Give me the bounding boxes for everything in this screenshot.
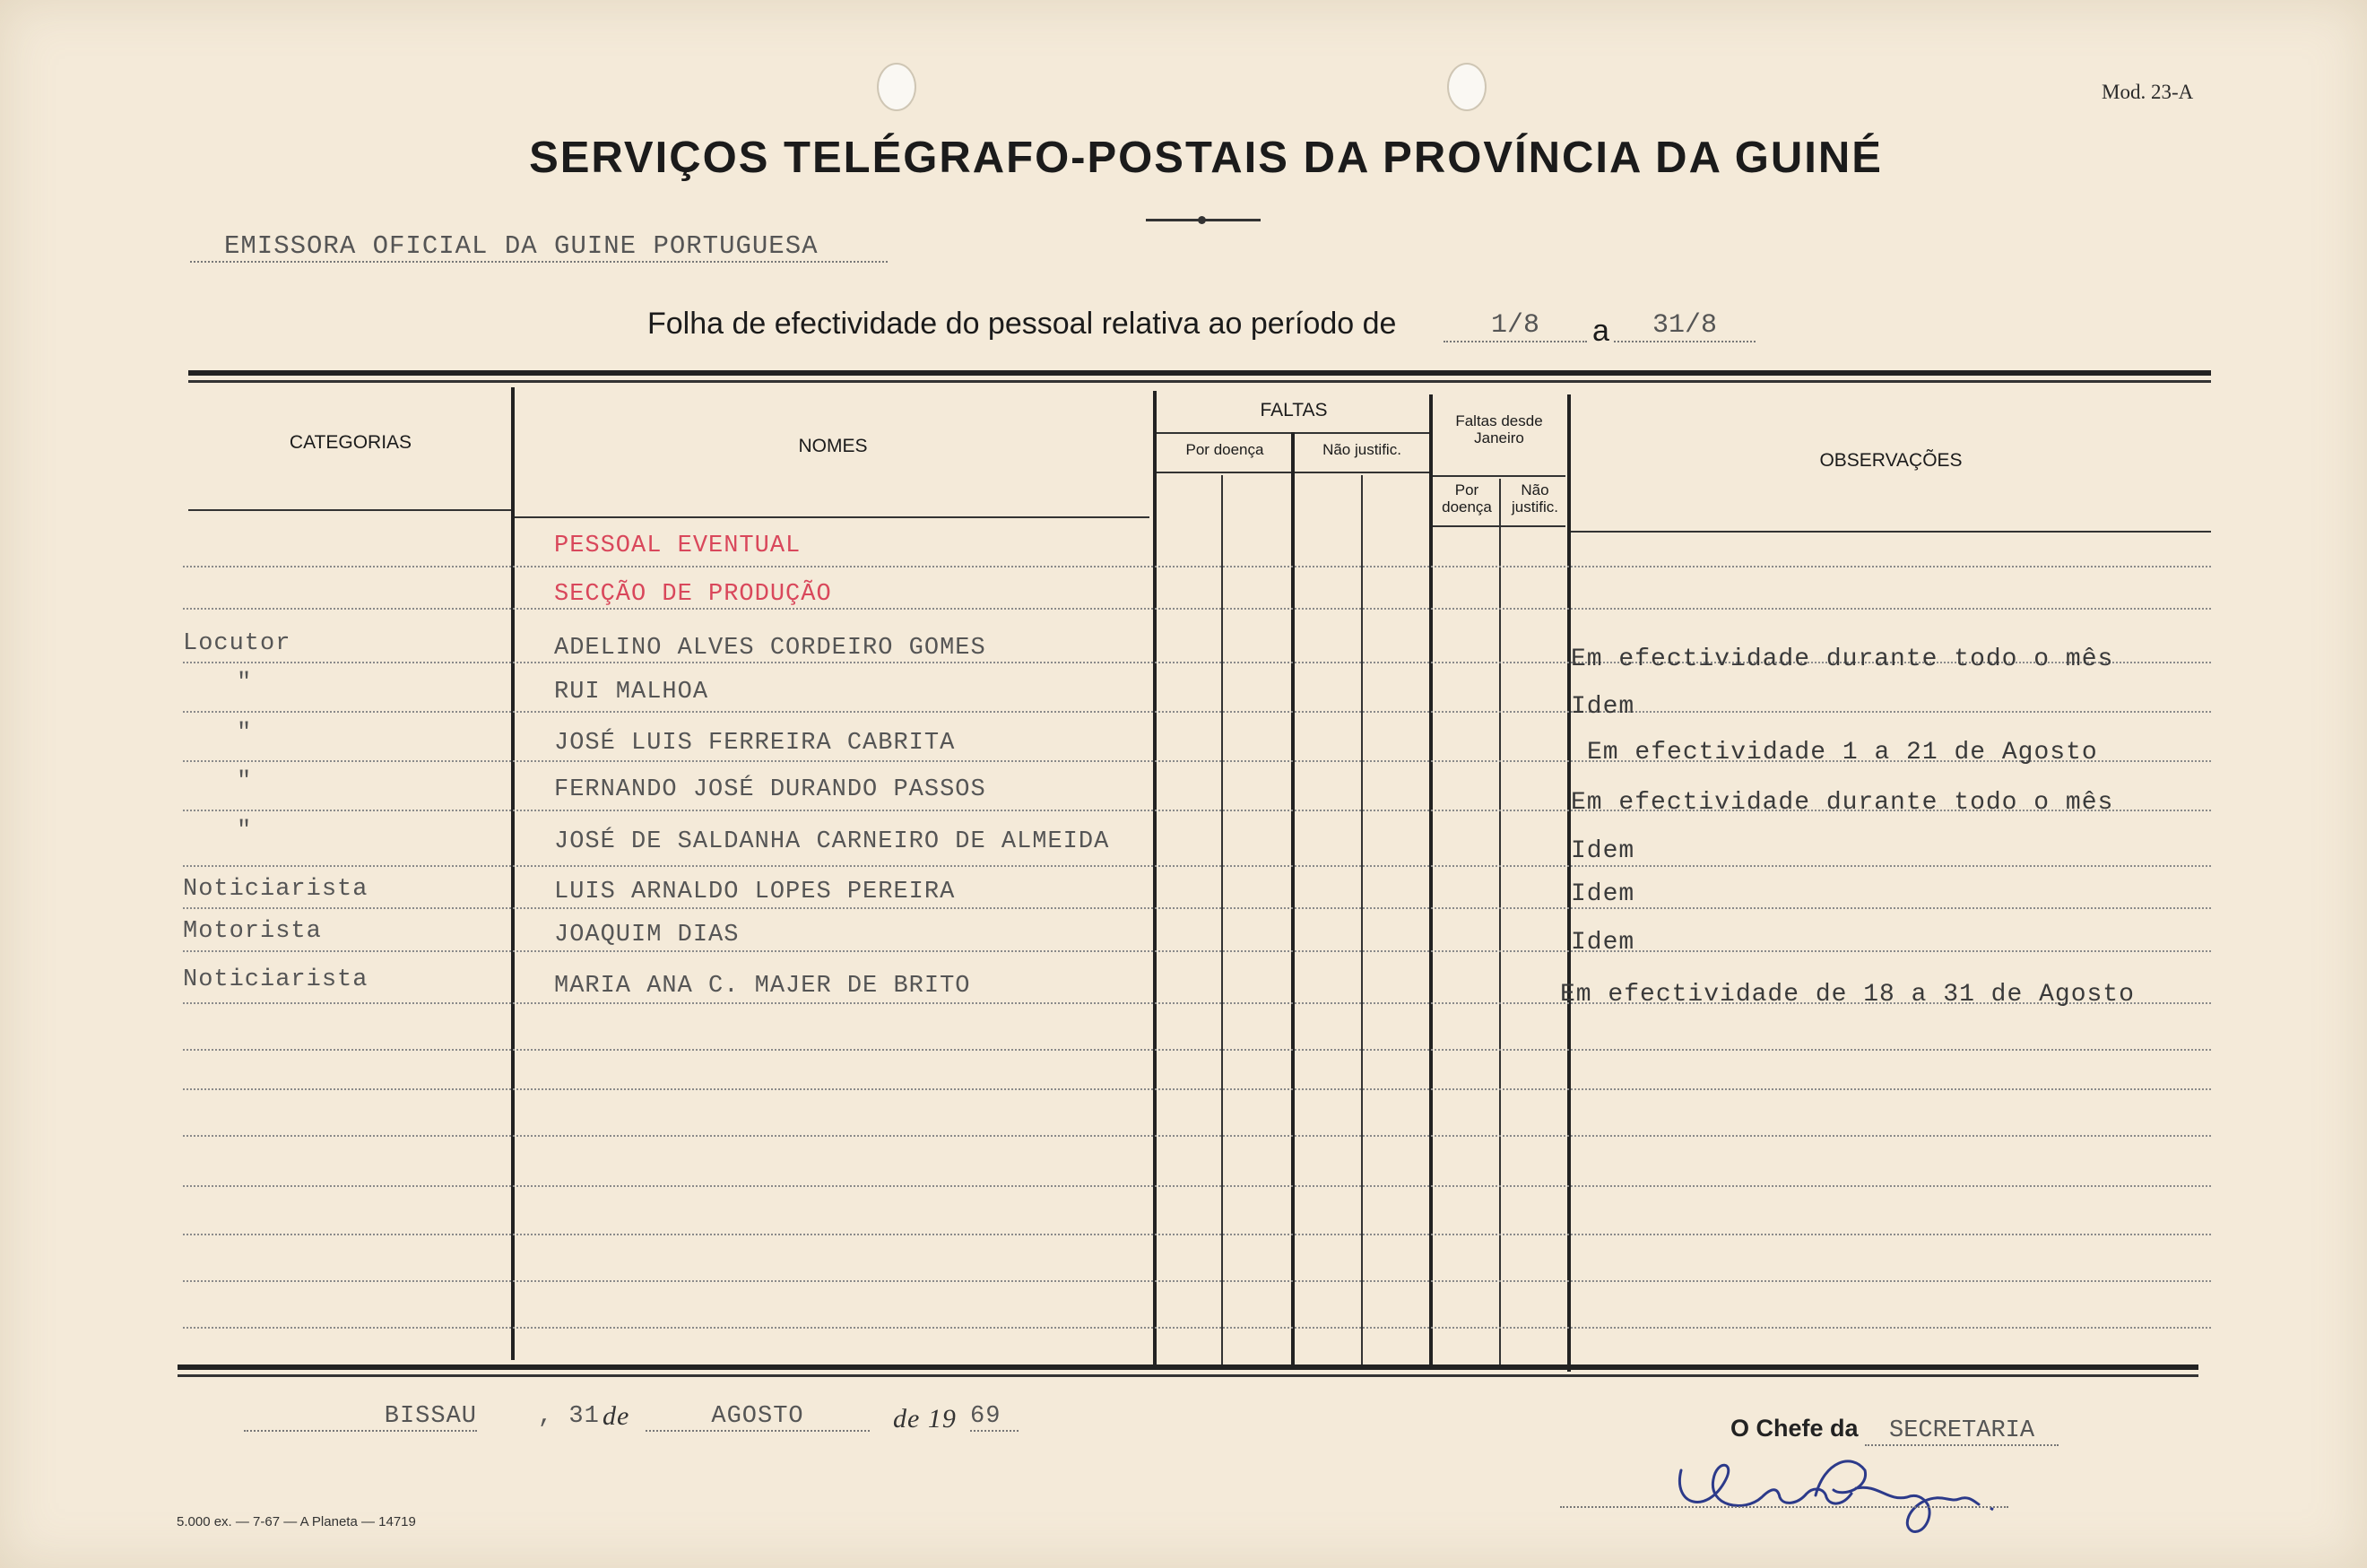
- header-nao-justific: Não justific.: [1322, 441, 1401, 458]
- section-label: SECÇÃO DE PRODUÇÃO: [554, 581, 832, 608]
- row-observacao: Idem: [1571, 837, 1635, 865]
- header-nao-justific-janeiro: Não justific.: [1512, 481, 1558, 515]
- header-underline-categorias: [188, 509, 513, 511]
- row-nome: JOAQUIM DIAS: [554, 922, 740, 949]
- page-title: SERVIÇOS TELÉGRAFO-POSTAIS DA PROVÍNCIA DA GUINÉ: [529, 134, 1883, 182]
- print-imprint: 5.000 ex. — 7-67 — A Planeta — 14719: [177, 1514, 416, 1529]
- row-line: [183, 608, 2211, 610]
- row-observacao: Idem: [1571, 880, 1635, 908]
- row-categoria: ": [237, 818, 253, 845]
- row-line: [183, 1280, 2211, 1282]
- row-line: [183, 1327, 2211, 1329]
- row-categoria: ": [237, 720, 253, 747]
- punch-hole: [877, 63, 916, 111]
- row-line: [183, 566, 2211, 567]
- header-underline-observacoes: [1571, 531, 2211, 533]
- header-underline-faltas-janeiro: [1433, 475, 1565, 477]
- header-nomes: NOMES: [798, 436, 868, 456]
- footer-month: AGOSTO: [646, 1403, 870, 1432]
- header-faltas: FALTAS: [1260, 400, 1328, 420]
- model-number: Mod. 23-A: [2102, 81, 2194, 103]
- header-por-doenca: Por doença: [1185, 441, 1264, 458]
- footer-de: de: [603, 1401, 630, 1431]
- period-conj: a: [1592, 314, 1609, 348]
- row-categoria: ": [237, 768, 253, 795]
- footer-year: 69: [970, 1403, 1019, 1432]
- signature-label: O Chefe da: [1730, 1415, 1859, 1442]
- col-divider: [1291, 432, 1295, 1368]
- header-faltas-desde-janeiro: Faltas desde Janeiro: [1455, 412, 1543, 446]
- row-nome: RUI MALHOA: [554, 679, 709, 706]
- row-nome: ADELINO ALVES CORDEIRO GOMES: [554, 635, 986, 662]
- table-bottom-rule-inner: [178, 1374, 2198, 1377]
- col-divider: [1429, 394, 1433, 1368]
- header-underline-nomes: [513, 516, 1149, 518]
- row-observacao: Em efectividade durante todo o mês: [1571, 789, 2114, 817]
- period-to: 31/8: [1614, 310, 1756, 342]
- row-nome: FERNANDO JOSÉ DURANDO PASSOS: [554, 776, 986, 803]
- row-observacao: Em efectividade 1 a 21 de Agosto: [1587, 739, 2098, 767]
- table-top-rule: [188, 370, 2211, 376]
- punch-hole: [1447, 63, 1487, 111]
- handwritten-signature: [1672, 1434, 2013, 1542]
- row-observacao: Idem: [1571, 693, 1635, 721]
- row-nome: MARIA ANA C. MAJER DE BRITO: [554, 973, 971, 1000]
- header-categorias: CATEGORIAS: [289, 432, 412, 453]
- signature-department: SECRETARIA: [1865, 1417, 2059, 1446]
- period-from: 1/8: [1444, 310, 1587, 342]
- row-observacao: Em efectividade durante todo o mês: [1571, 645, 2114, 673]
- row-line: [183, 865, 2211, 867]
- table-top-rule-inner: [188, 380, 2211, 383]
- row-categoria: ": [237, 670, 253, 697]
- row-categoria: Locutor: [183, 630, 291, 657]
- row-observacao: Em efectividade de 18 a 31 de Agosto: [1560, 981, 2135, 1009]
- footer-day: , 31: [538, 1403, 600, 1430]
- row-line: [183, 1234, 2211, 1235]
- signature-line: [1560, 1506, 2008, 1508]
- row-line: [183, 1049, 2211, 1051]
- row-nome: JOSÉ LUIS FERREIRA CABRITA: [554, 730, 956, 757]
- period-label: Folha de efectividade do pessoal relativa ao período de: [647, 307, 1397, 341]
- table-bottom-rule: [178, 1364, 2198, 1370]
- section-label: PESSOAL EVENTUAL: [554, 533, 802, 559]
- service-name: EMISSORA OFICIAL DA GUINE PORTUGUESA: [190, 231, 888, 263]
- title-divider: [1146, 219, 1261, 221]
- footer-de-year-prefix: de 19: [893, 1404, 957, 1434]
- header-por-doenca-janeiro: Por doença: [1442, 481, 1492, 515]
- row-line: [183, 1185, 2211, 1187]
- row-line: [183, 1088, 2211, 1090]
- row-nome: LUIS ARNALDO LOPES PEREIRA: [554, 879, 956, 905]
- row-line: [183, 1135, 2211, 1137]
- header-observacoes: OBSERVAÇÕES: [1819, 450, 1963, 471]
- row-categoria: Noticiarista: [183, 876, 368, 903]
- row-categoria: Noticiarista: [183, 966, 368, 993]
- col-divider: [511, 387, 515, 1360]
- footer-place: BISSAU: [244, 1403, 477, 1432]
- row-observacao: Idem: [1571, 929, 1635, 957]
- row-categoria: Motorista: [183, 918, 322, 945]
- row-nome: JOSÉ DE SALDANHA CARNEIRO DE ALMEIDA: [554, 828, 1110, 855]
